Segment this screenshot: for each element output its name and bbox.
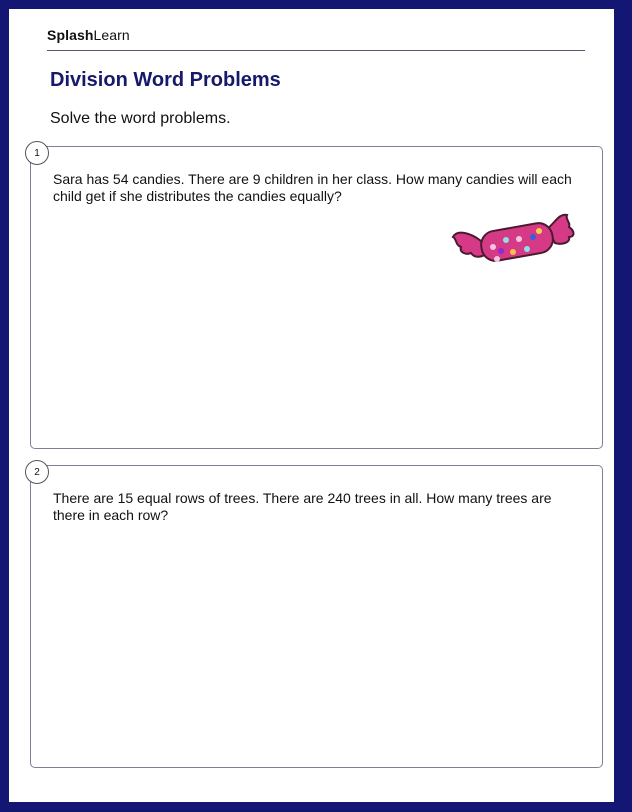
- page-title: Division Word Problems: [50, 69, 281, 91]
- brand-bold: Splash: [47, 27, 94, 43]
- brand-light: Learn: [93, 27, 130, 43]
- problem-card-1: [30, 146, 603, 449]
- problem-text: Sara has 54 candies. There are 9 children in her class. How many candies will each child get if she distributes the candies equally?: [53, 171, 572, 204]
- instructions: Solve the word problems.: [50, 110, 231, 127]
- worksheet-page: [9, 9, 614, 802]
- candy-icon: [451, 207, 579, 271]
- problem-text: There are 15 equal rows of trees. There are 240 trees in all. How many trees are there in each row?: [53, 490, 552, 523]
- brand-logo: [47, 27, 130, 43]
- problem-number-badge: 2: [25, 460, 49, 484]
- problem-card-2: [30, 465, 603, 768]
- header-divider: [47, 50, 585, 51]
- problem-number-badge: 1: [25, 141, 49, 165]
